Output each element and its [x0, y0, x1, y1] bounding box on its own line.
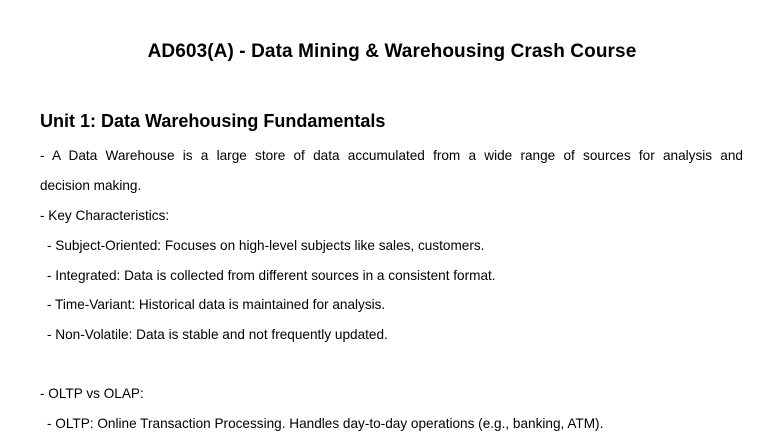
characteristic-integrated: - Integrated: Data is collected from different sources in a consistent format.	[47, 268, 496, 283]
oltp-item: - OLTP: Online Transaction Processing. Handles day-to-day operations (e.g., banking, ATM).	[47, 416, 604, 431]
characteristic-non-volatile: - Non-Volatile: Data is stable and not frequently updated.	[47, 327, 388, 342]
definition-line-2: decision making.	[40, 178, 142, 193]
document-title: AD603(A) - Data Mining & Warehousing Crash Course	[147, 41, 637, 62]
key-characteristics-label: - Key Characteristics:	[40, 208, 170, 223]
oltp-olap-label: - OLTP vs OLAP:	[40, 386, 144, 401]
unit-1-heading: Unit 1: Data Warehousing Fundamentals	[40, 111, 386, 131]
characteristic-subject-oriented: - Subject-Oriented: Focuses on high-level subjects like sales, customers.	[47, 238, 485, 253]
definition-line-1: - A Data Warehouse is a large store of data accumulated from a wide range of sources for analysis and	[40, 148, 743, 163]
characteristic-time-variant: - Time-Variant: Historical data is maintained for analysis.	[47, 297, 386, 312]
